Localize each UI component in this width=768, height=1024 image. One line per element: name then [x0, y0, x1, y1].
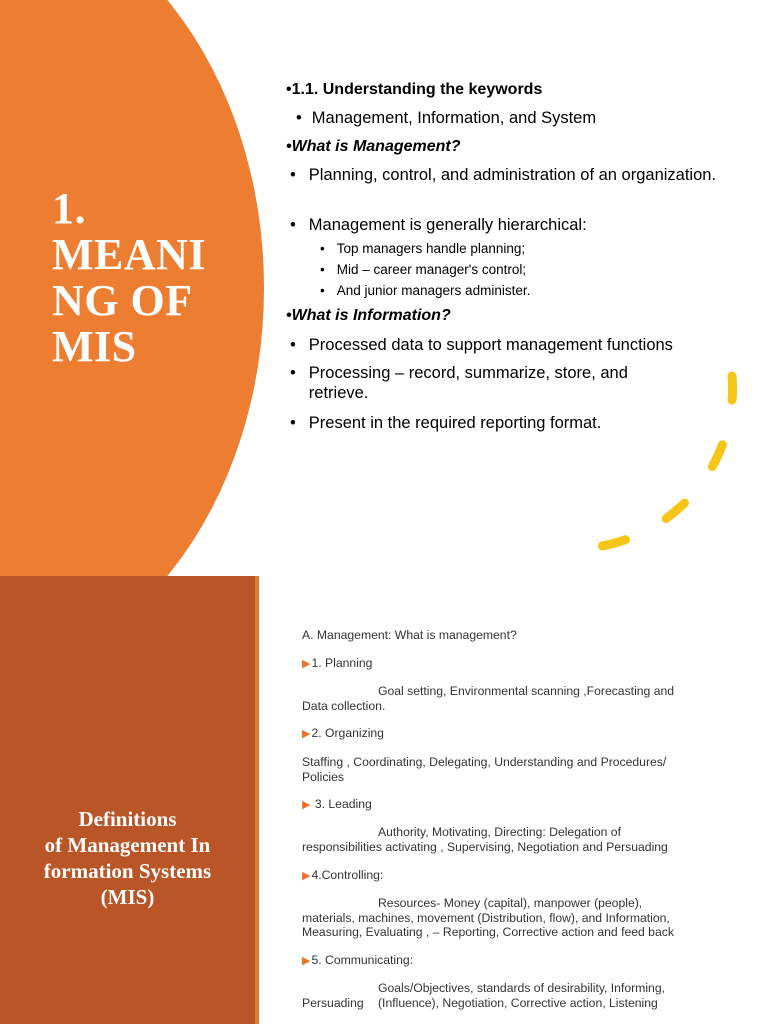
bullet: • [290, 216, 296, 234]
bullet: • [290, 166, 296, 184]
question-information [286, 306, 451, 326]
management-heading: A. Management: What is management? [302, 628, 517, 642]
function-label-text: 3. Leading [311, 797, 372, 811]
point-text: Processed data to support management functions [308, 336, 673, 354]
function-desc: Resources- Money (capital), manpower (people), [378, 896, 643, 910]
sub-point-text: And junior managers administer. [336, 283, 531, 298]
function-label [302, 656, 372, 672]
function-label-text: 5. Communicating: [311, 953, 414, 967]
question-text: What is Information? [291, 307, 451, 324]
bullet: • [290, 414, 296, 432]
function-desc: Staffing , Coordinating, Delegating, Understanding and Procedures/ [302, 755, 667, 769]
management-subpoints [320, 238, 530, 301]
arrow-icon: ▶ [302, 799, 311, 811]
function-desc: Data collection. [302, 699, 386, 713]
sub-bullet: • [320, 283, 325, 298]
function-label-text: 1. Planning [311, 656, 373, 670]
function-desc: Measuring, Evaluating , – Reporting, Corrective action and feed back [302, 925, 674, 939]
point-text: Management is generally hierarchical: [308, 216, 587, 234]
function-label [302, 868, 383, 884]
arrow-icon: ▶ [302, 728, 311, 740]
title-line: (MIS) [100, 885, 155, 909]
title-line: 1. [52, 184, 86, 233]
function-desc: (Influence), Negotiation, Corrective action, Listening [378, 996, 658, 1010]
question-text: What is Management? [291, 138, 461, 155]
slide-2 [0, 576, 768, 1024]
bullet: • [296, 109, 302, 127]
keywords-item [296, 108, 596, 128]
bullet: • [290, 364, 296, 382]
slide-2-title-panel [0, 576, 259, 1024]
bullet: • [286, 81, 292, 98]
information-point [290, 413, 720, 433]
slide-1-title [52, 186, 242, 370]
arrow-icon: ▶ [302, 870, 311, 882]
title-line: Definitions [78, 807, 177, 831]
point-text: Processing – record, summarize, store, and retrieve. [308, 364, 628, 402]
slide-2-title [0, 806, 255, 910]
sub-point-text: Top managers handle planning; [336, 241, 526, 256]
function-label [302, 797, 372, 813]
bullet: • [286, 307, 292, 324]
sub-bullet: • [320, 262, 325, 277]
keywords-text: Management, Information, and System [311, 109, 597, 127]
title-line: of Management In [44, 833, 211, 857]
title-line: formation Systems [43, 859, 212, 883]
function-desc: Goal setting, Environmental scanning ,Forecasting and [378, 684, 675, 698]
sub-point [320, 259, 530, 280]
function-desc: Goals/Objectives, standards of desirability, Informing, [378, 981, 665, 995]
function-desc: responsibilities activating , Supervising, Negotiation and Persuading [302, 840, 668, 854]
function-desc: Policies [302, 770, 344, 784]
function-desc: materials, machines, movement (Distribution, flow), and Information, [302, 911, 670, 925]
title-line: MIS [52, 322, 137, 371]
sub-point [320, 280, 530, 301]
title-line: MEANI [52, 230, 207, 279]
management-point [290, 215, 720, 235]
function-label [302, 953, 413, 969]
keywords-heading [286, 80, 542, 100]
title-line: NG OF [52, 276, 193, 325]
information-point [290, 335, 730, 355]
sub-bullet: • [320, 241, 325, 256]
point-text: Planning, control, and administration of an organization. [308, 166, 717, 184]
bullet: • [290, 336, 296, 354]
management-point [290, 165, 720, 185]
arrow-icon: ▶ [302, 955, 311, 967]
arrow-icon: ▶ [302, 658, 311, 670]
heading-text: 1.1. Understanding the keywords [291, 81, 543, 98]
function-desc: Persuading [302, 996, 364, 1010]
information-point [290, 363, 670, 403]
function-label [302, 726, 384, 742]
sub-point-text: Mid – career manager's control; [336, 262, 527, 277]
question-management [286, 137, 461, 157]
function-desc: Authority, Motivating, Directing: Delegation of [378, 825, 621, 839]
sub-point [320, 238, 530, 259]
point-text: Present in the required reporting format. [308, 414, 602, 432]
function-label-text: 2. Organizing [311, 726, 384, 740]
function-label-text: 4.Controlling: [311, 868, 384, 882]
bullet: • [286, 138, 292, 155]
